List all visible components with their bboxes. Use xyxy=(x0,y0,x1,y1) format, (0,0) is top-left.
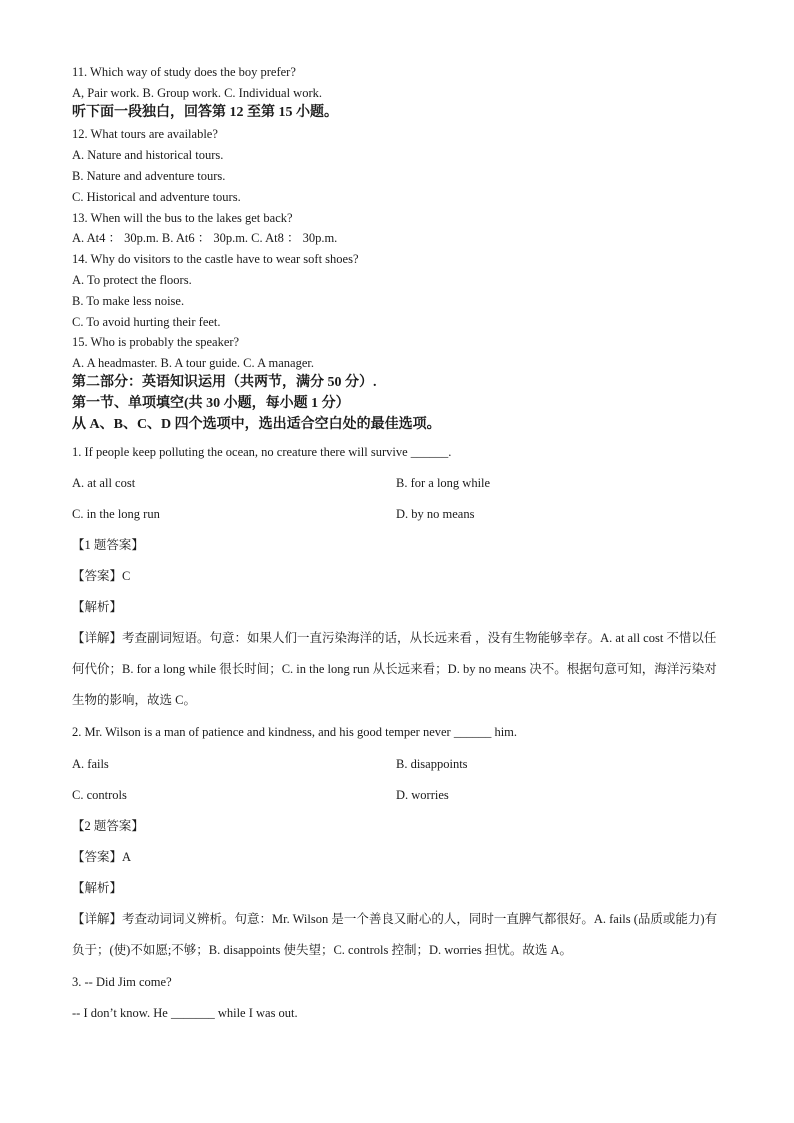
q14-option-b: B. To make less noise. xyxy=(72,294,185,308)
q1-option-b: B. for a long while xyxy=(396,476,491,490)
q12-option-a: A. Nature and historical tours. xyxy=(72,148,224,162)
q1-option-a: A. at all cost xyxy=(72,476,136,490)
q1-question: 1. If people keep polluting the ocean, no creature there will survive ______. xyxy=(72,445,452,459)
q12-option-c: C. Historical and adventure tours. xyxy=(72,190,241,204)
section1-heading: 第一节、单项填空(共 30 小题，每小题 1 分） xyxy=(72,396,350,411)
instruction: 从 A、B、C、D 四个选项中，选出适合空白处的最佳选项。 xyxy=(72,417,441,432)
q2-option-b: B. disappoints xyxy=(396,757,468,771)
q2-detail: 【详解】考查动词词义辨析。句意：Mr. Wilson 是一个善良又耐心的人，同时一直脾气都很好。A. fails (品质或能力)有负于；(使)不如愿;不够；B. disappoints 使失望；C. controls 控制；D. worries 担忧。故选 A。 xyxy=(72,912,718,957)
q1-answer-title: 【1 题答案】 xyxy=(72,538,144,552)
q12-option-b: B. Nature and adventure tours. xyxy=(72,169,226,183)
q13-question: 13. When will the bus to the lakes get back? xyxy=(72,211,293,225)
q1-option-d: D. by no means xyxy=(396,507,475,521)
q11-question: 11. Which way of study does the boy prefer? xyxy=(72,65,296,79)
q13-options: A. At4 ： 30p.m. B. At6 ： 30p.m. C. At8 ： 30p.m. xyxy=(72,231,338,245)
q1-option-c: C. in the long run xyxy=(72,507,160,521)
q15-options: A. A headmaster. B. A tour guide. C. A manager. xyxy=(72,356,314,370)
q15-question: 15. Who is probably the speaker? xyxy=(72,335,240,349)
q14-option-c: C. To avoid hurting their feet. xyxy=(72,315,221,329)
q1-answer: 【答案】C xyxy=(72,569,131,583)
q2-option-d: D. worries xyxy=(396,788,449,802)
q14-option-a: A. To protect the floors. xyxy=(72,273,192,287)
q3-line1: 3. -- Did Jim come? xyxy=(72,975,172,989)
q2-question: 2. Mr. Wilson is a man of patience and kindness, and his good temper never ______ him. xyxy=(72,725,518,739)
section-heading-monologue: 听下面一段独白，回答第 12 至第 15 小题。 xyxy=(72,105,338,120)
q12-question: 12. What tours are available? xyxy=(72,127,218,141)
q2-answer: 【答案】A xyxy=(72,850,132,864)
q2-answer-title: 【2 题答案】 xyxy=(72,819,144,833)
q2-analysis-title: 【解析】 xyxy=(72,881,123,895)
q2-option-a: A. fails xyxy=(72,757,109,771)
part2-heading: 第二部分：英语知识运用（共两节，满分 50 分）. xyxy=(72,375,377,390)
q1-analysis-title: 【解析】 xyxy=(72,600,123,614)
q3-line2: -- I don’t know. He _______ while I was out. xyxy=(72,1006,298,1020)
q1-detail: 【详解】考查副词短语。句意：如果人们一直污染海洋的话，从长远来看 ，没有生物能够幸存。A. at all cost 不惜以任何代价；B. for a long while 很长时间；C. in the long run 从长远来看；D. by no means 决不。根据句意可知，海洋污染对生物的影响，故选 C。 xyxy=(72,631,717,707)
q11-options: A, Pair work. B. Group work. C. Individual work. xyxy=(72,86,322,100)
q14-question: 14. Why do visitors to the castle have to wear soft shoes? xyxy=(72,252,359,266)
q2-option-c: C. controls xyxy=(72,788,127,802)
